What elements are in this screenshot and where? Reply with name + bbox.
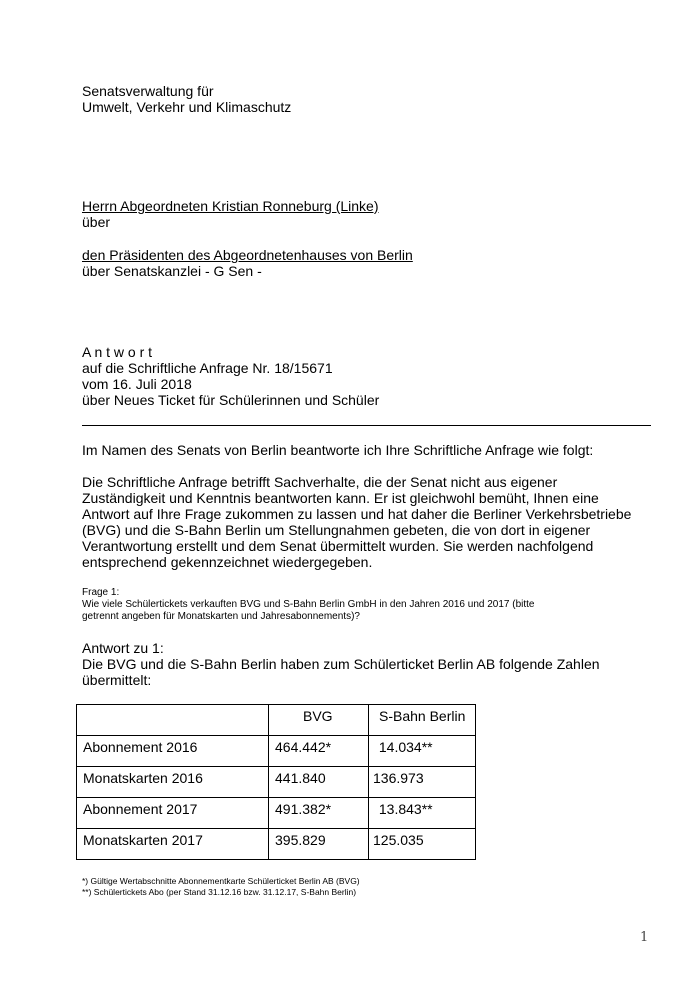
subject-title: A n t w o r t — [82, 344, 153, 360]
intro-text: Im Namen des Senats von Berlin beantworte ich Ihre Schriftliche Anfrage wie folgt: — [82, 442, 594, 458]
question-line: getrennt angeben für Monatskarten und Jahresabonnements)? — [82, 611, 360, 622]
table-header-cell: BVG — [269, 705, 369, 736]
paragraph-line: Verantwortung erstellt und dem Senat übermittelt wurden. Sie werden nachfolgend — [82, 538, 594, 554]
paragraph-1 — [82, 474, 631, 570]
table-cell: 441.840 — [269, 767, 369, 798]
paragraph-line: Antwort auf Ihre Frage zukommen zu lassen und hat daher die Berliner Verkehrsbetriebe — [82, 506, 632, 522]
recipient-block — [82, 198, 379, 230]
table-cell: 136.973 — [369, 767, 476, 798]
paragraph-line: entsprechend gekennzeichnet wiedergegeben. — [82, 554, 373, 570]
table-cell: 13.843** — [369, 798, 476, 829]
question-line: Wie viele Schülertickets verkauften BVG und S-Bahn Berlin GmbH in den Jahren 2016 und 2017 (bitte — [82, 599, 535, 610]
subject-block — [82, 344, 379, 408]
table-cell: 491.382* — [269, 798, 369, 829]
table-cell: Monatskarten 2017 — [77, 829, 269, 860]
answer-label: Antwort zu 1: — [82, 640, 164, 656]
paragraph-line: Die Schriftliche Anfrage betrifft Sachverhalte, die der Senat nicht aus eigener — [82, 474, 558, 490]
subject-line: über Neues Ticket für Schülerinnen und Schüler — [82, 392, 380, 408]
table-cell: Monatskarten 2016 — [77, 767, 269, 798]
table-cell: 14.034** — [369, 736, 476, 767]
table-row — [77, 767, 476, 798]
ticket-table — [76, 704, 476, 860]
table-cell: 125.035 — [369, 829, 476, 860]
sender-block — [82, 83, 291, 115]
page-number: 1 — [640, 930, 649, 945]
table-cell: 464.442* — [269, 736, 369, 767]
table-row — [77, 736, 476, 767]
answer-line: übermittelt: — [82, 672, 152, 688]
table-row — [77, 829, 476, 860]
footnote: *) Gültige Wertabschnitte Abonnementkarte Schülerticket Berlin AB (BVG) — [82, 876, 360, 886]
subject-line: auf die Schriftliche Anfrage Nr. 18/15671 — [82, 360, 333, 376]
recipient-chancellery: über Senatskanzlei - G Sen - — [82, 263, 262, 279]
divider — [82, 425, 651, 426]
table-cell: Abonnement 2016 — [77, 736, 269, 767]
paragraph-line: Zuständigkeit und Kenntnis beantworten kann. Er ist gleichwohl bemüht, Ihnen eine — [82, 490, 599, 506]
table-row — [77, 798, 476, 829]
subject-line: vom 16. Juli 2018 — [82, 376, 192, 392]
recipient-via: über — [82, 214, 111, 230]
question-label: Frage 1: — [82, 587, 120, 598]
sender-line: Umwelt, Verkehr und Klimaschutz — [82, 99, 292, 115]
table-header-cell — [77, 705, 269, 736]
recipient-president: den Präsidenten des Abgeordnetenhauses von Berlin — [82, 247, 413, 263]
table-cell: Abonnement 2017 — [77, 798, 269, 829]
sender-line: Senatsverwaltung für — [82, 83, 214, 99]
table-cell: 395.829 — [269, 829, 369, 860]
paragraph-line: (BVG) und die S-Bahn Berlin um Stellungnahmen gebeten, die von dort in eigener — [82, 522, 591, 538]
table-header-cell: S-Bahn Berlin — [369, 705, 476, 736]
answer-line: Die BVG und die S-Bahn Berlin haben zum Schülerticket Berlin AB folgende Zahlen — [82, 656, 600, 672]
intro — [82, 442, 593, 458]
recipient-name: Herrn Abgeordneten Kristian Ronneburg (Linke) — [82, 198, 379, 214]
table-header-row — [77, 705, 476, 736]
footnote: **) Schülertickets Abo (per Stand 31.12.16 bzw. 31.12.17, S-Bahn Berlin) — [82, 887, 357, 897]
answer-block — [82, 640, 600, 688]
question-block — [82, 587, 642, 623]
recipient-block-2 — [82, 247, 413, 279]
